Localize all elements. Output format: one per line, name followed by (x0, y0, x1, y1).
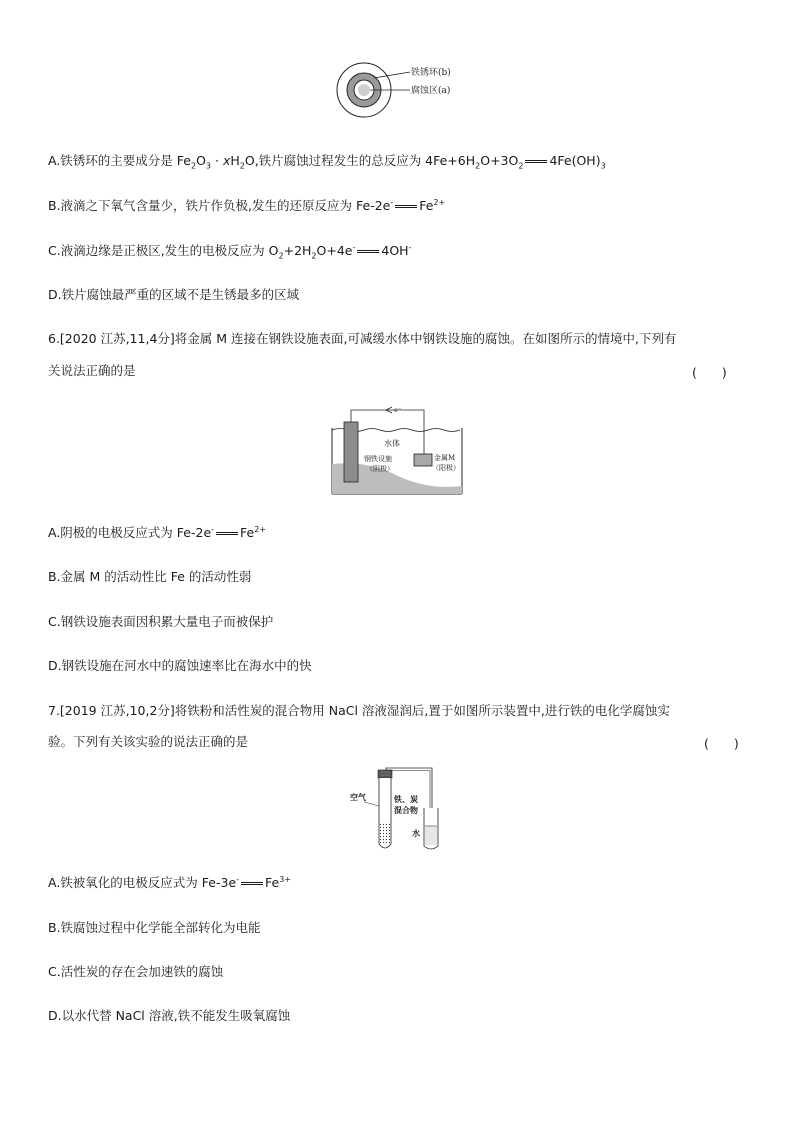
steel-facility (344, 422, 358, 482)
equals-sign (216, 532, 238, 533)
q7-option-b[interactable]: B.铁腐蚀过程中化学能全部转化为电能 (48, 920, 261, 935)
air-label: 空气 (350, 792, 366, 802)
anode-label: （阳极） (432, 464, 460, 472)
q5-option-d[interactable]: D.铁片腐蚀最严重的区域不是生锈最多的区域 (48, 287, 300, 302)
q5-option-a[interactable]: A.铁锈环的主要成分是 $Fe_2O_3 \cdot xH_2O$,铁片腐蚀过程发生的总反应为 $4Fe+6H_2O+3O_2$ $4Fe(OH)_3$ (48, 153, 606, 171)
steel-label: 钢铁设施 (364, 455, 392, 463)
label-rust-ring: 铁锈环(b) (411, 68, 451, 78)
equals-sign (357, 250, 379, 251)
q7-stem-line1: 7.[2019 江苏,10,2分]将铁粉和活性炭的混合物用 NaCl 溶液湿润后,置于如图所示装置中,进行铁的电化学腐蚀实 (48, 703, 670, 718)
q6-option-a[interactable]: A.阴极的电极反应式为 Fe-2e- $Fe^{2+}$ (48, 524, 267, 540)
electron-label: e⁻ (394, 406, 402, 414)
q7-option-d[interactable]: D.以水代替 NaCl 溶液,铁不能发生吸氧腐蚀 (48, 1008, 291, 1023)
q7-stem-line2: 验。下列有关该实验的说法正确的是 (48, 734, 249, 749)
water-label: 水 (412, 828, 420, 838)
q7-answer-blank[interactable]: ( ) (704, 736, 739, 751)
q7-option-a[interactable]: A.铁被氧化的电极反应式为 Fe-3e- $Fe^{3+}$ (48, 874, 292, 890)
q5-option-b[interactable]: B.液滴之下氧气含量少，铁片作负极,发生的还原反应为 Fe-2e- $Fe^{2+}$ (48, 197, 446, 213)
figure-apparatus (346, 766, 456, 856)
mixture-label-1: 铁、炭 (394, 794, 418, 804)
figure-corrosion-rings (330, 54, 480, 126)
q6-option-d[interactable]: D.钢铁设施在河水中的腐蚀速率比在海水中的快 (48, 658, 312, 673)
equals-sign (395, 205, 417, 206)
label-corrosion-area: 腐蚀区(a) (411, 86, 451, 96)
q6-option-c[interactable]: C.钢铁设施表面因积累大量电子而被保护 (48, 614, 274, 629)
q7-option-c[interactable]: C.活性炭的存在会加速铁的腐蚀 (48, 964, 224, 979)
q6-option-b[interactable]: B.金属 M 的活动性比 Fe 的活动性弱 (48, 569, 252, 584)
q5-option-c[interactable]: C.液滴边缘是正极区,发生的电极反应为 $O_2+2H_2O+4e^-$ 4OH- (48, 242, 412, 261)
metal-m (414, 454, 432, 466)
metal-label: 金属M (434, 454, 456, 462)
mixture-label-2: 混合物 (394, 805, 418, 815)
water-label: 水体 (384, 439, 400, 448)
q6-stem-line1: 6.[2020 江苏,11,4分]将金属 M 连接在钢铁设施表面,可减缓水体中钢铁设施的腐蚀。在如图所示的情境中,下列有 (48, 331, 677, 346)
q6-answer-blank[interactable]: ( ) (692, 365, 727, 380)
cathode-label: （阴极） (366, 465, 394, 473)
equals-sign (525, 160, 547, 161)
figure-cathodic-protection (328, 402, 468, 498)
equals-sign (241, 882, 263, 883)
q6-stem-line2: 关说法正确的是 (48, 363, 136, 378)
